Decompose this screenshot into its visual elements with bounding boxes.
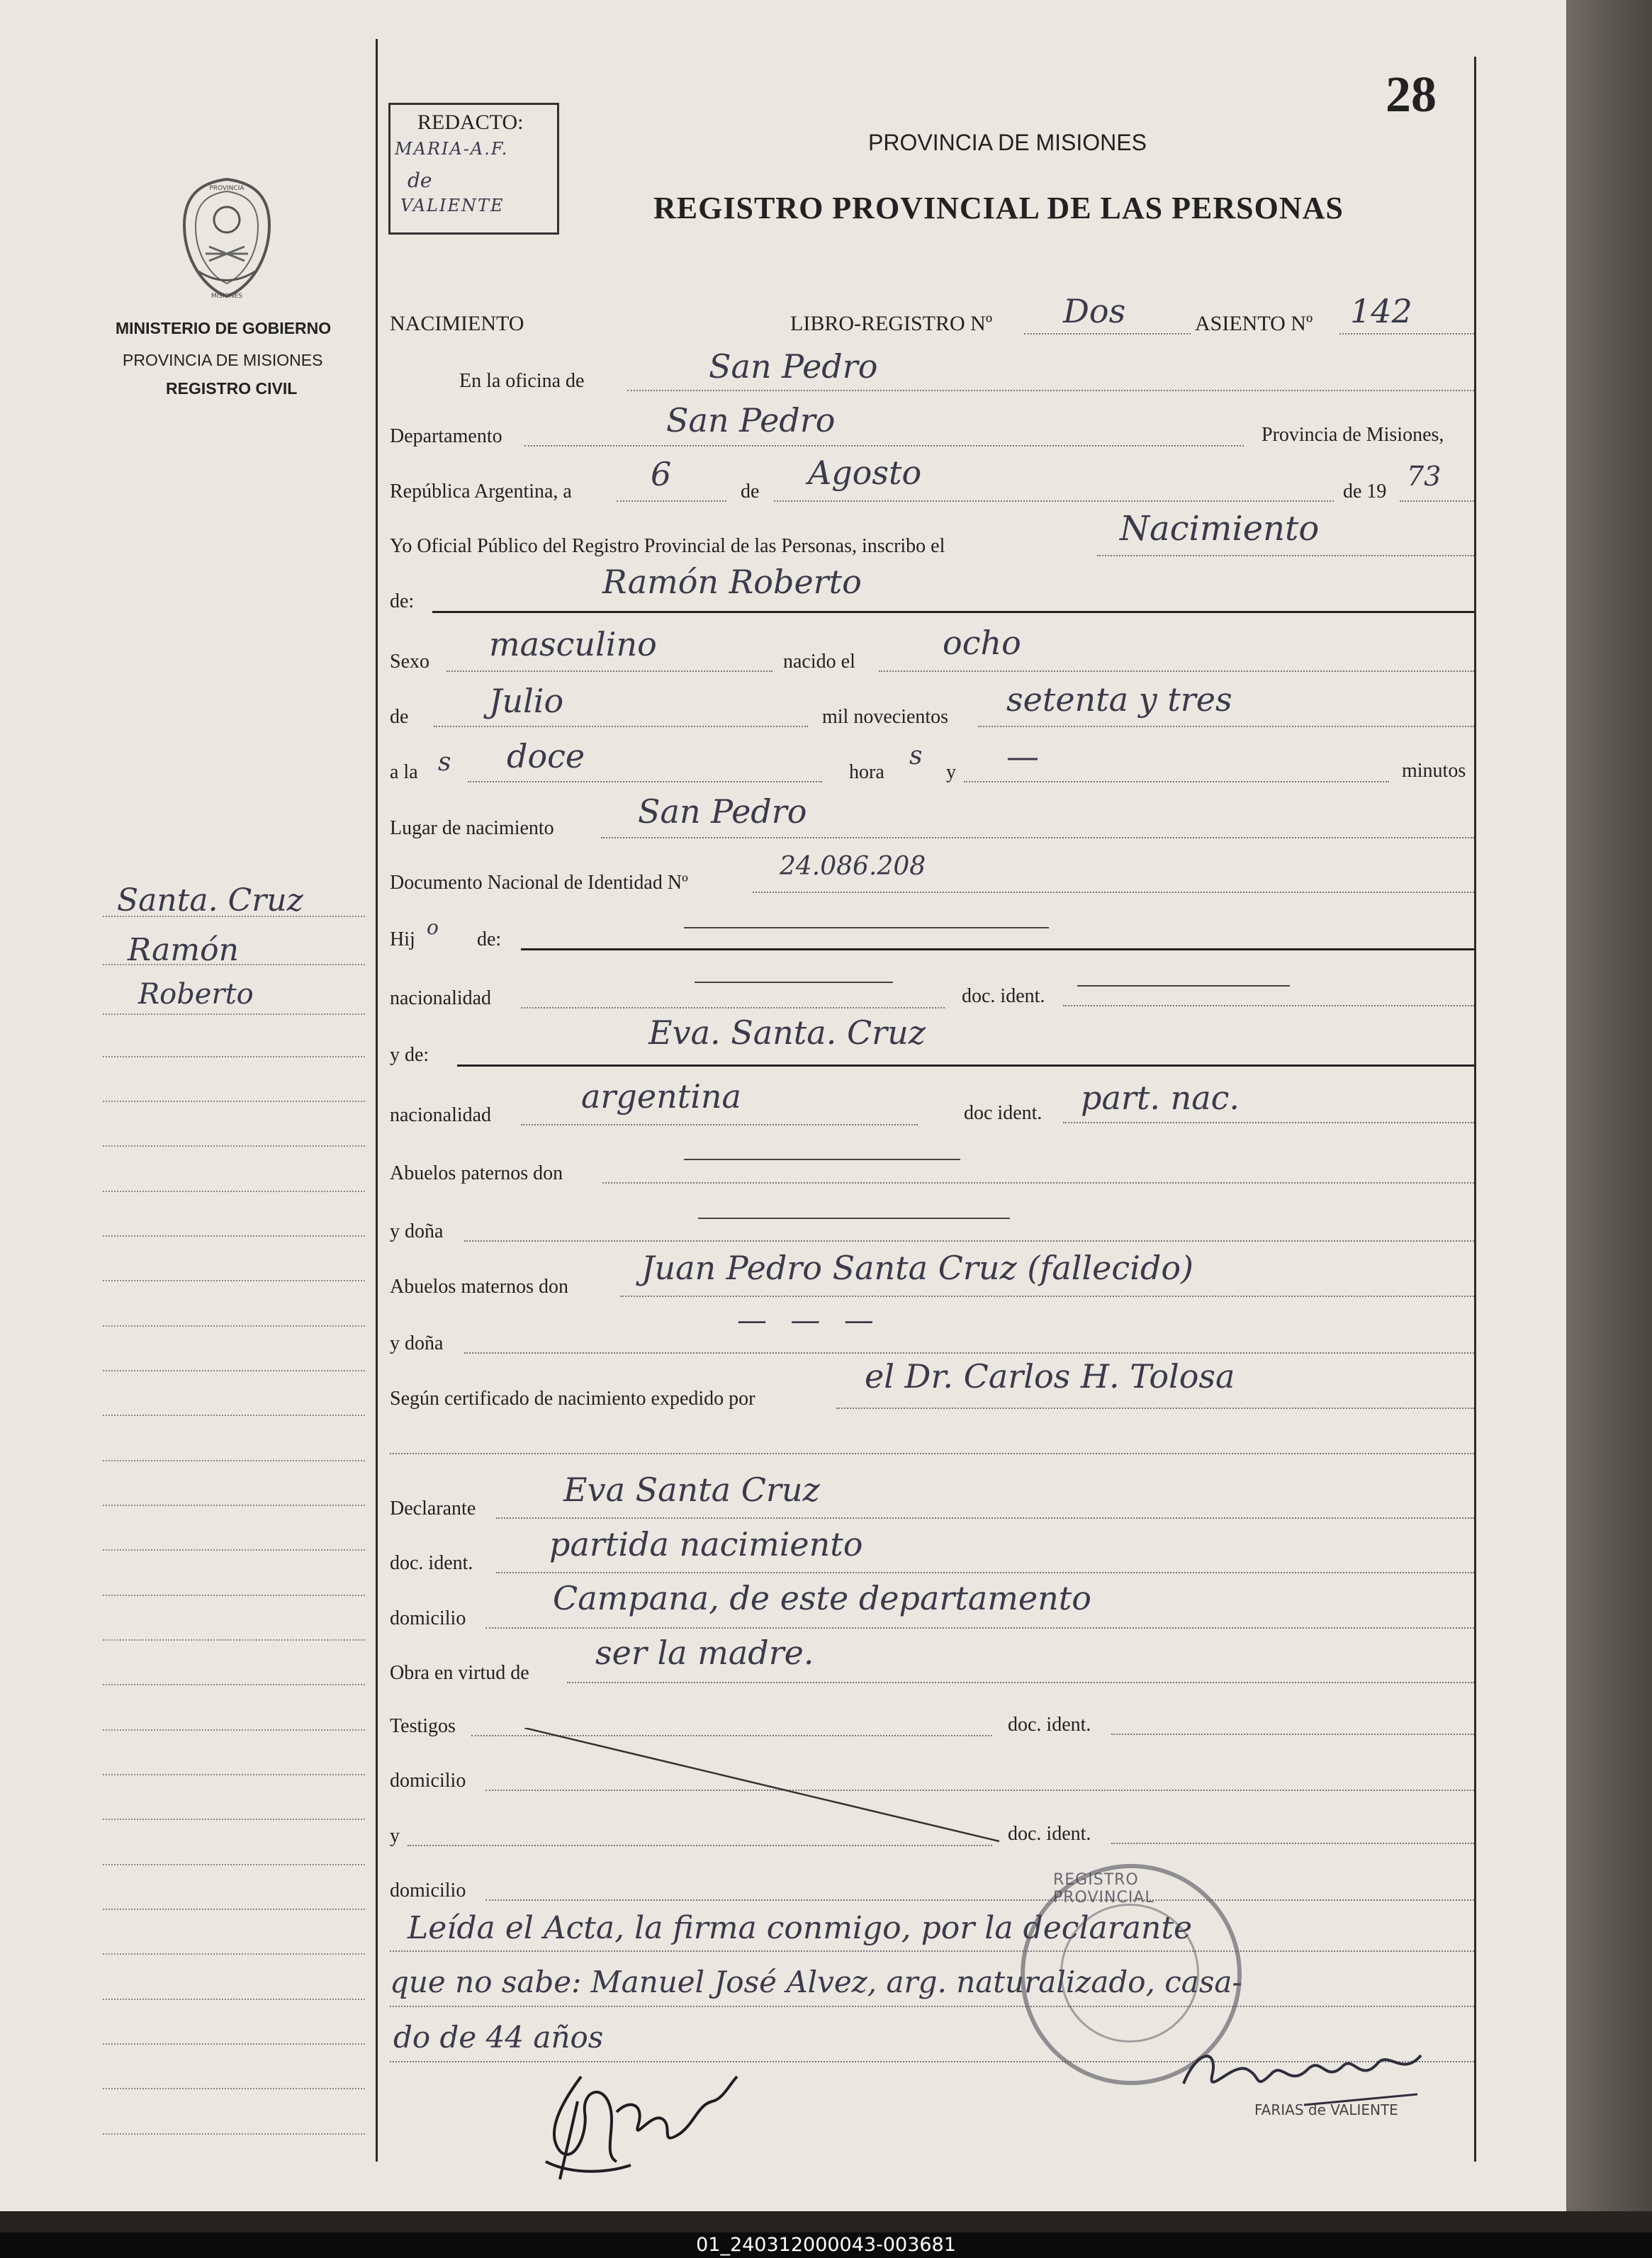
form-right-rule [1474,57,1476,2162]
page-number: 28 [1386,66,1437,123]
margin-line [103,1235,365,1237]
redacto-box [388,103,559,235]
margin-note-3: Roberto [138,978,254,1011]
label-nacionalidad-2: nacionalidad [390,1104,492,1126]
redacto-name-1: MARIA-A.F. [395,139,509,159]
label-hijo: Hij [390,928,415,950]
province-label: PROVINCIA DE MISIONES [123,351,323,369]
label-provincia: Provincia de Misiones, [1262,424,1444,446]
label-sexo: Sexo [390,651,429,673]
margin-line [103,1684,365,1685]
margin-note-2: Ramón [128,932,239,968]
margin-line [103,1549,365,1551]
label-yde: y de: [390,1044,429,1066]
value-mes: Agosto [808,454,922,492]
header-title: REGISTRO PROVINCIAL DE LAS PERSONAS [653,191,1344,225]
label-testigos: Testigos [390,1715,456,1737]
provincial-seal [177,176,276,303]
value-anio-nac: setenta y tres [1006,680,1232,719]
margin-line [103,2133,365,2135]
label-nacimiento: NACIMIENTO [390,312,524,335]
value-nacido: ocho [943,624,1021,662]
svg-text:PROVINCIA: PROVINCIA [209,185,245,192]
redacto-label: REDACTO: [417,111,524,134]
header-province: PROVINCIA DE MISIONES [868,130,1147,155]
margin-line [103,1145,365,1147]
footer-filename: 01_240312000043-003681 [0,2232,1652,2258]
value-asiento: 142 [1350,292,1412,330]
value-mes-nac: Julio [489,682,564,720]
margin-line [103,1639,365,1641]
label-de3: de: [477,928,502,950]
value-inscribo: Nacimiento [1120,509,1320,549]
label-docident-4: doc. ident. [1008,1714,1091,1736]
value-declarante: Eva Santa Cruz [563,1471,820,1509]
label-docident-5: doc. ident. [1008,1823,1091,1845]
value-certificado: el Dr. Carlos H. Tolosa [865,1357,1235,1395]
label-nacionalidad-1: nacionalidad [390,987,492,1009]
margin-line [103,1909,365,1910]
label-minutos: minutos [1402,760,1466,782]
margin-line [103,1953,365,1955]
page-bottom-edge [0,2211,1652,2232]
value-obra: ser la madre. [595,1634,814,1672]
margin-line [103,964,365,965]
label-libro: LIBRO-REGISTRO Nº [790,312,993,335]
cancellation-line [524,1728,1006,1848]
margin-line [103,2043,365,2045]
value-dia: 6 [651,455,672,493]
declarant-signature [517,2034,751,2183]
value-nac-madre: argentina [581,1077,741,1116]
label-ydona-1: y doña [390,1220,444,1242]
value-min: — [1006,737,1039,775]
margin-line [103,1280,365,1281]
book-edge [1566,0,1652,2211]
label-domicilio-1: domicilio [390,1607,466,1629]
label-docident-1: doc. ident. [962,985,1045,1007]
margin-line [103,1101,365,1102]
margin-line [103,1370,365,1371]
redacto-name-2: de [408,169,432,192]
label-domicilio-2: domicilio [390,1770,466,1792]
margin-line [103,1595,365,1596]
label-de: de [741,481,760,502]
label-y: y [946,761,956,783]
label-mil: mil novecientos [822,706,949,728]
margin-line [103,1415,365,1416]
label-lugar: Lugar de nacimiento [390,817,554,839]
label-abuelos-maternos: Abuelos maternos don [390,1276,568,1298]
redacto-name-3: VALIENTE [400,196,505,215]
label-obra: Obra en virtud de [390,1662,529,1684]
margin-line [103,1999,365,2000]
value-sexo: masculino [489,625,657,663]
value-dashes: — — — [737,1303,881,1337]
label-ala: a la [390,761,418,783]
closing-line-2: que no sabe: Manuel José Alvez, arg. naturalizado, casa- [390,1965,1242,1999]
label-yo-oficial: Yo Oficial Público del Registro Provincial de las Personas, inscribo el [390,535,945,557]
value-hijo-suffix: o [427,916,439,939]
registry-label: REGISTRO CIVIL [166,379,298,398]
value-oficina: San Pedro [709,347,878,386]
value-doc-madre: part. nac. [1081,1079,1240,1117]
value-hora: doce [507,737,585,775]
label-declarante: Declarante [390,1498,476,1520]
label-dni: Documento Nacional de Identidad Nº [390,872,688,894]
value-domicilio: Campana, de este departamento [553,1579,1091,1617]
margin-line [103,1013,365,1015]
label-de19: de 19 [1343,481,1387,502]
stamp-inner-ring [1060,1904,1199,2043]
margin-line [103,1505,365,1506]
margin-line [103,1460,365,1461]
label-abuelos-paternos: Abuelos paternos don [390,1162,563,1184]
value-madre: Eva. Santa. Cruz [648,1013,926,1052]
margin-line [103,1774,365,1775]
value-ala: s [438,748,451,777]
svg-text:MISIONES: MISIONES [210,293,243,300]
label-certificado: Según certificado de nacimiento expedido por [390,1388,755,1410]
label-de2: de [390,706,409,728]
closing-line-3: do de 44 años [393,2020,604,2055]
margin-line [103,2088,365,2089]
value-hora-s: s [909,741,923,770]
value-dni: 24.086.208 [780,852,926,881]
value-anio: 73 [1407,461,1442,492]
label-ydona-2: y doña [390,1332,444,1354]
stamp-text: REGISTRO PROVINCIAL [1053,1871,1154,1906]
label-y2: y [390,1825,400,1847]
label-asiento: ASIENTO Nº [1195,312,1313,335]
value-departamento: San Pedro [666,401,836,439]
label-republica: República Argentina, a [390,481,572,502]
value-nombre: Ramón Roberto [602,563,862,601]
label-hora: hora [849,761,884,783]
margin-line [103,1325,365,1327]
value-libro: Dos [1063,292,1126,330]
label-oficina: En la oficina de [459,370,585,392]
stamp-name: FARIAS de VALIENTE [1254,2101,1398,2118]
official-signature [1176,2034,1432,2119]
margin-note-1: Santa. Cruz [117,882,303,919]
value-abuelo-materno: Juan Pedro Santa Cruz (fallecido) [641,1249,1193,1287]
label-departamento: Departamento [390,425,502,447]
label-docident-2: doc ident. [964,1102,1043,1124]
margin-line [103,1056,365,1057]
margin-line [103,1819,365,1820]
closing-line-1: Leída el Acta, la firma conmigo, por la declarante [408,1910,1193,1946]
margin-line [103,1864,365,1865]
value-lugar: San Pedro [638,792,807,831]
margin-line [103,916,365,917]
margin-line [103,1191,365,1192]
margin-line [103,1729,365,1731]
ministry-label: MINISTERIO DE GOBIERNO [116,319,332,337]
value-doc-declarante: partida nacimiento [549,1525,863,1563]
label-nacido: nacido el [783,651,855,673]
label-de-colon: de: [390,590,415,612]
label-domicilio-3: domicilio [390,1880,466,1902]
label-docident-3: doc. ident. [390,1552,473,1574]
form-left-rule [376,39,378,2162]
